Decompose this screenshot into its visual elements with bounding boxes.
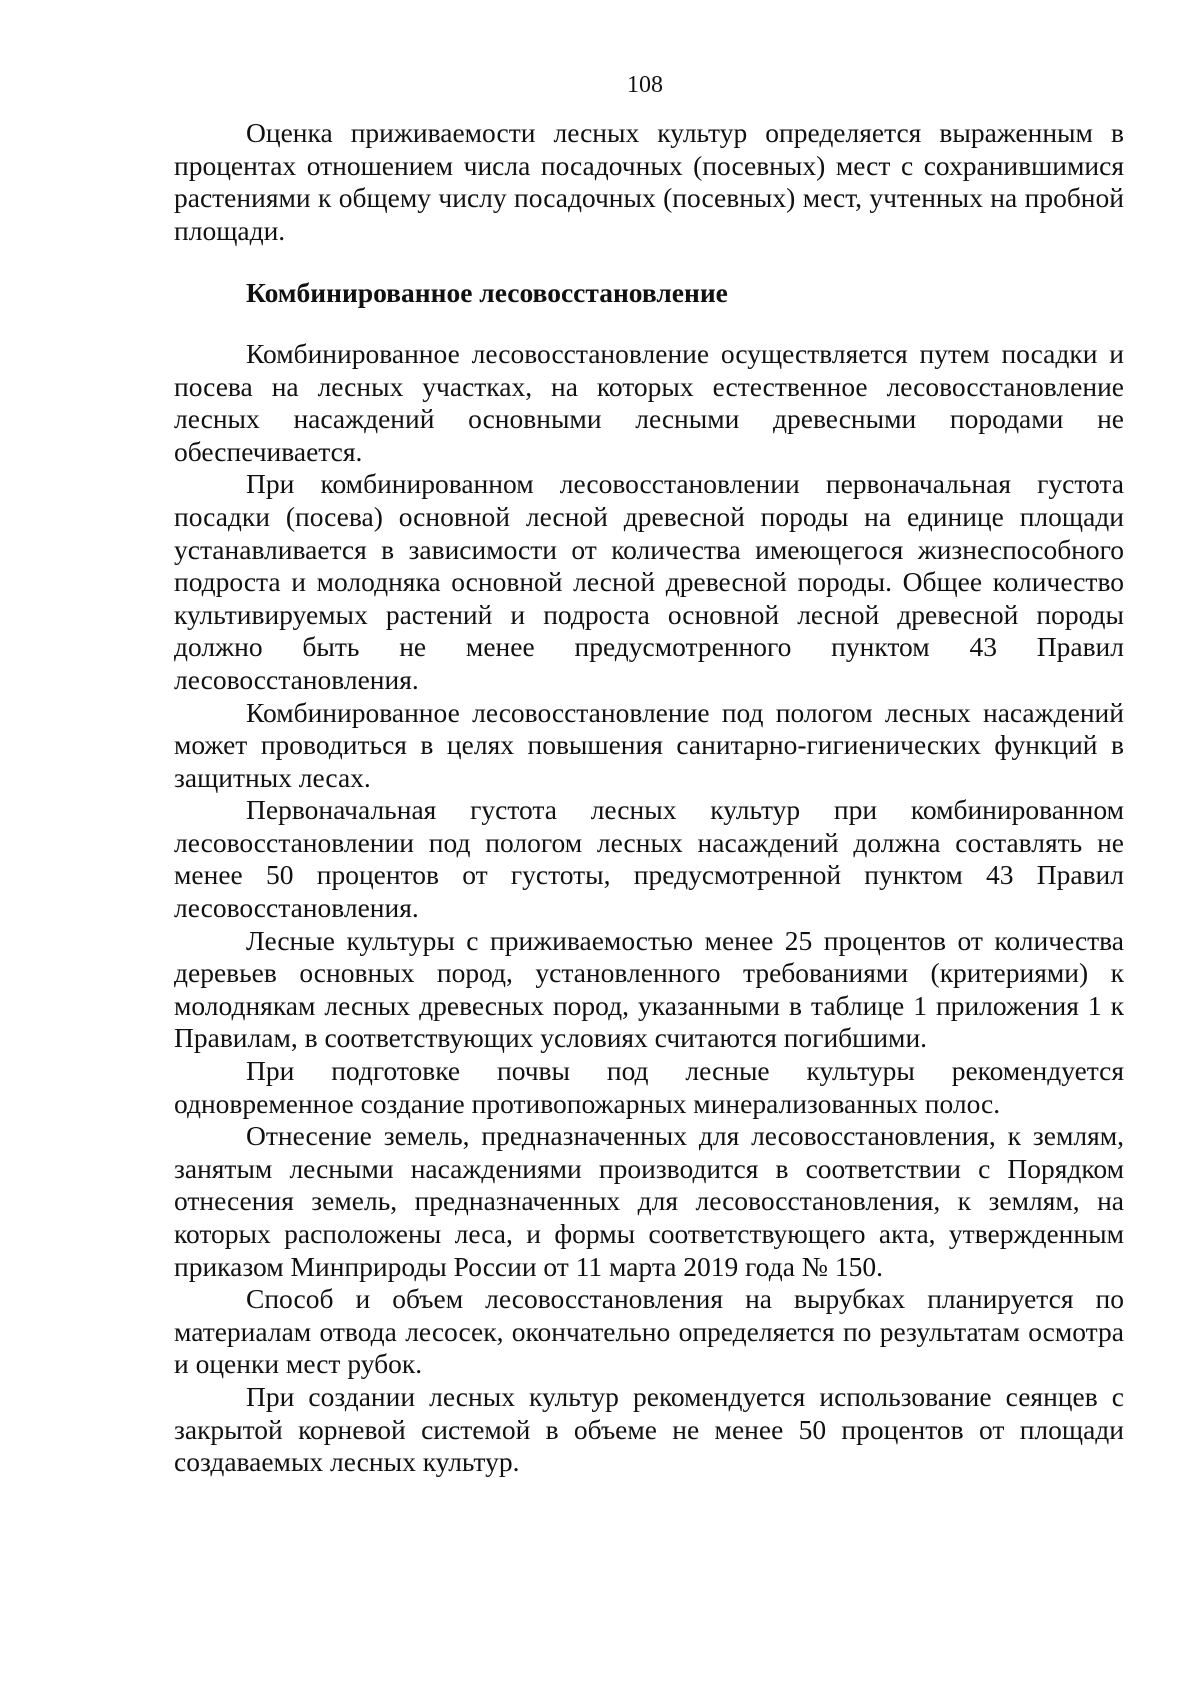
- paragraph: Комбинированное лесовосстановление осуществляется путем посадки и посева на лесных участках, на которых естественное лесовосстановление лесных насаждений основными лесными древесными породами не обеспечивается.: [174, 337, 1124, 467]
- paragraph: При создании лесных культур рекомендуется использование сеянцев с закрытой корневой системой в объеме не менее 50 процентов от площади создаваемых лесных культур.: [174, 1380, 1124, 1478]
- page-body: [174, 117, 1124, 1479]
- spacer: [174, 247, 1124, 277]
- paragraph: Способ и объем лесовосстановления на вырубках планируется по материалам отвода лесосек, окончательно определяется по результатам осмотра и оценки мест рубок.: [174, 1283, 1124, 1380]
- page-number: 108: [627, 72, 663, 98]
- section-heading: Комбинированное лесовосстановление: [246, 277, 728, 309]
- paragraph: Первоначальная густота лесных культур при комбинированном лесовосстановлении под пологом лесных насаждений должна составлять не менее 50 процентов от густоты, предусмотренной пунктом 43 Правил лесовосстановления.: [174, 794, 1124, 924]
- spacer: [174, 310, 1124, 338]
- paragraph: При подготовке почвы под лесные культуры рекомендуется одновременное создание противопожарных минерализованных полос.: [174, 1055, 1124, 1119]
- paragraph: Отнесение земель, предназначенных для лесовосстановления, к землям, занятым лесными насаждениями производится в соответствии с Порядком отнесения земель, предназначенных для лесовосстановления, к землям, на которых расположены леса, и формы соответствующего акта, утвержденным приказом Минприроды России от 11 марта 2019 года № 150.: [174, 1120, 1124, 1282]
- paragraph: При комбинированном лесовосстановлении первоначальная густота посадки (посева) основной лесной древесной породы на единице площади устанавливается в зависимости от количества имеющегося жизнеспособного подроста и молодняка основной лесной древесной породы. Общее количество культивируемых растений и подроста основной лесной древесной породы должно быть не менее предусмотренного пунктом 43 Правил лесовосстановления.: [174, 468, 1124, 695]
- paragraph: Комбинированное лесовосстановление под пологом лесных насаждений может проводиться в целях повышения санитарно-гигиенических функций в защитных лесах.: [174, 696, 1124, 793]
- intro-paragraph: Оценка приживаемости лесных культур определяется выраженным в процентах отношением числа посадочных (посевных) мест с сохранившимися растениями к общему числу посадочных (посевных) мест, учтенных на пробной площади.: [174, 117, 1124, 246]
- paragraph: Лесные культуры с приживаемостью менее 25 процентов от количества деревьев основных пород, установленного требованиями (критериями) к молоднякам лесных древесных пород, указанными в таблице 1 приложения 1 к Правилам, в соответствующих условиях считаются погибшими.: [174, 924, 1124, 1054]
